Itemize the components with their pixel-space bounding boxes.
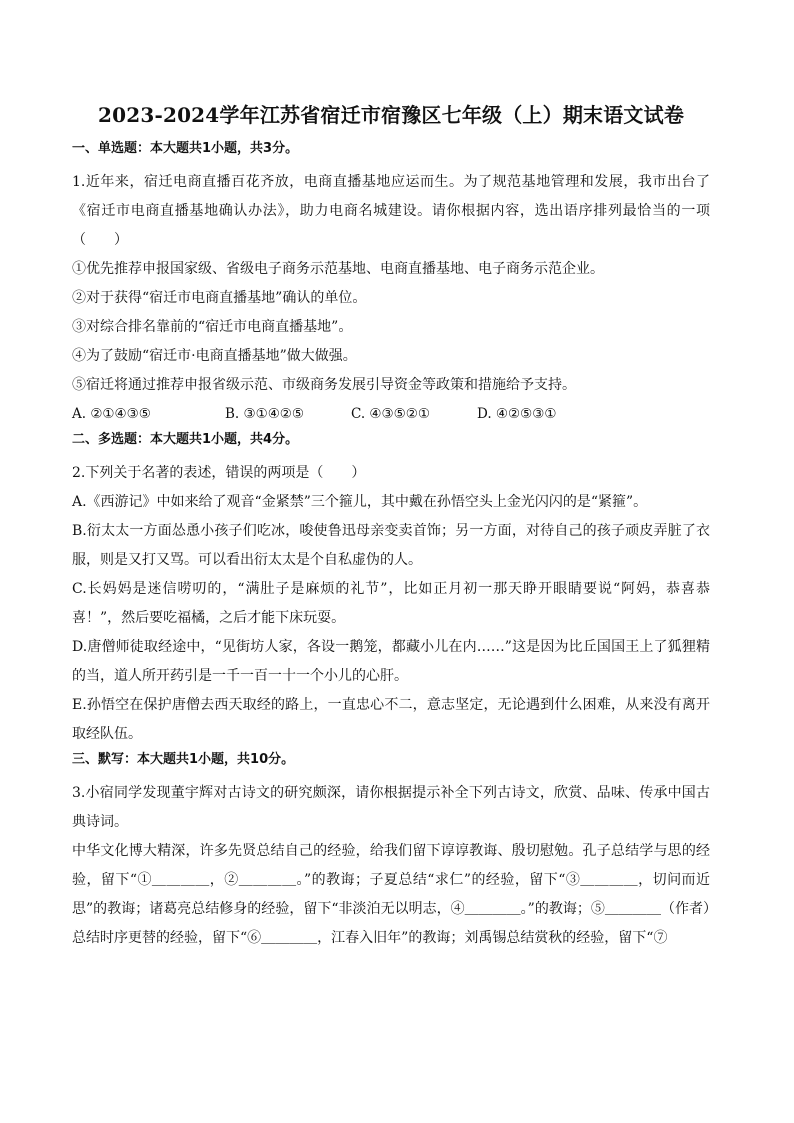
section-single-choice [72,138,710,429]
question-2-stem: 2.下列关于名著的表述，错误的两项是（ ） [72,465,366,481]
option-b: B. ③①④②⑤ [225,406,305,422]
option-c: C. ④③⑤②① [351,406,430,422]
question-2-option-c: C.长妈妈是迷信唠叨的，“满肚子是麻烦的礼节”，比如正月初一那天睁开眼睛要说“阿妈，恭喜恭喜！”，然后要吃福橘，之后才能下床玩耍。 [72,581,710,626]
section-heading: 一、单选题：本大题共1小题，共3分。 [72,141,299,156]
section-heading: 三、默写：本大题共1小题，共10分。 [72,752,295,767]
question-2-option-e: E.孙悟空在保护唐僧去西天取经的路上，一直忠心不二，意志坚定，无论遇到什么困难，从来没有离开取经队伍。 [72,697,710,742]
section-dictation [72,749,710,953]
section-heading: 二、多选题：本大题共1小题，共4分。 [72,432,299,447]
question-1-item: ③对综合排名靠前的“宿迁市电商直播基地”。 [72,319,353,335]
question-1-options [72,400,710,429]
question-1-item: ②对于获得“宿迁市电商直播基地”确认的单位。 [72,290,367,306]
question-2-option-a: A.《西游记》中如来给了观音“金紧禁”三个箍儿，其中戴在孙悟空头上金光闪闪的是“紧箍”。 [72,494,648,510]
section-multiple-choice [72,429,710,749]
question-2-option-b: B.衍太太一方面怂恿小孩子们吃冰，唆使鲁迅母亲变卖首饰；另一方面，对待自己的孩子顽皮弄脏了衣服，则是又打又骂。可以看出衍太太是个自私虚伪的人。 [72,523,710,568]
question-3-stem: 3.小宿同学发现董宇辉对古诗文的研究颇深，请你根据提示补全下列古诗文，欣赏、品味、传承中国古典诗词。 [72,785,710,830]
question-3-passage: 中华文化博大精深，许多先贤总结自己的经验，给我们留下谆谆教诲、殷切慰勉。孔子总结学与思的经验，留下“①＿＿＿＿，②＿＿＿＿。”的教诲；子夏总结“求仁”的经验，留下“③＿＿＿＿，切问而近思”的教诲；诸葛亮总结修身的经验，留下“非淡泊无以明志，④＿＿＿＿。”的教诲；⑤＿＿＿＿（作者）总结时序更替的经验，留下“⑥＿＿＿＿，江春入旧年”的教诲；刘禹锡总结赏秋的经验，留下“⑦ [72,843,710,946]
question-2-option-d: D.唐僧师徒取经途中，“见街坊人家，各设一鹅笼，都藏小儿在内……”这是因为比丘国国王上了狐狸精的当，道人所开药引是一千一百一十一个小儿的心肝。 [72,639,710,684]
option-a: A. ②①④③⑤ [72,406,151,422]
option-d: D. ④②⑤③① [477,406,557,422]
question-1-item: ④为了鼓励“宿迁市·电商直播基地”做大做强。 [72,348,357,364]
question-1-stem: 1.近年来，宿迁电商直播百花齐放，电商直播基地应运而生。为了规范基地管理和发展，我市出台了《宿迁市电商直播基地确认办法》，助力电商名城建设。请你根据内容，选出语序排列最恰当的一项（ ） [72,174,710,248]
page-title: 2023-2024学年江苏省宿迁市宿豫区七年级（上）期末语文试卷 [97,103,685,127]
question-1-item: ⑤宿迁将通过推荐申报省级示范、市级商务发展引导资金等政策和措施给予支持。 [72,377,576,393]
question-1-item: ①优先推荐申报国家级、省级电子商务示范基地、电商直播基地、电子商务示范企业。 [72,261,604,277]
